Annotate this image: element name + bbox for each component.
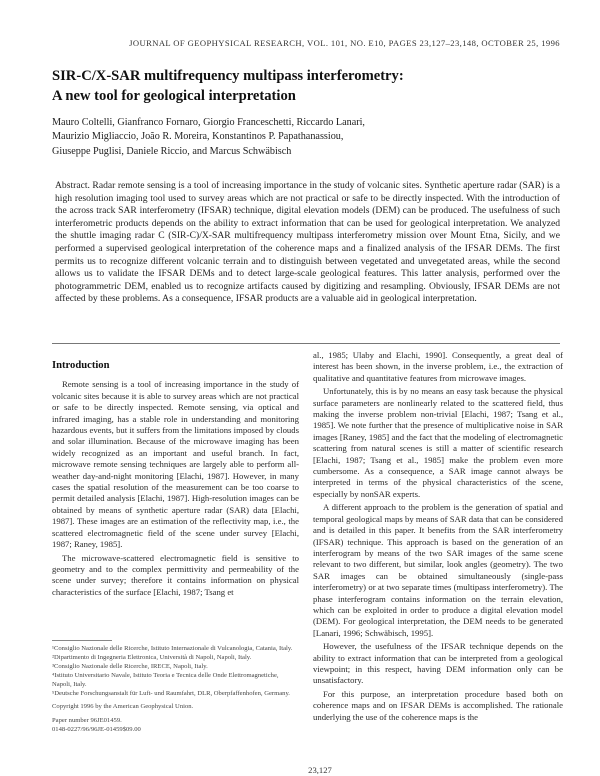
introduction-heading: Introduction — [52, 360, 110, 371]
body-paragraph: A different approach to the problem is the generation of spatial and temporal geological maps by means of SAR data that can be considered and is detailed in this paper. It benefits from the SAR interferometry (IFSAR) technique. This approach is based on the generation of an interferogram by means of the two SAR images of the same scene relevant to two different, but similar, look angles (geometry). The two SAR images can be obtained simultaneously (single-pass interferometry) or at two separate times (multipass interferometry). The phase interferogram contains information on the terrain elevation, which can be exploited in order to produce a digital elevation model (DEM). For geological interpretation, the DEM needs to be generated [Lanari, 1996; Schwäbisch, 1995]. — [313, 502, 563, 638]
copyright-notice: Copyright 1996 by the American Geophysical Union. — [52, 703, 194, 711]
footnote: ³Consiglio Nazionale delle Ricerche, IRECE, Napoli, Italy. — [52, 662, 208, 670]
author-line: Maurizio Migliaccio, João R. Moreira, Konstantinos P. Papathanassiou, — [52, 131, 344, 143]
issn-code: 0148-0227/96/96JE-01459$09.00 — [52, 726, 141, 734]
section-divider — [52, 343, 560, 344]
running-head: JOURNAL OF GEOPHYSICAL RESEARCH, VOL. 101, NO. E10, PAGES 23,127–23,148, OCTOBER 25, 1996 — [129, 38, 560, 48]
author-list — [52, 116, 522, 159]
author-line: Giuseppe Puglisi, Daniele Riccio, and Marcus Schwäbisch — [52, 145, 292, 157]
footnote: ⁵Deutsche Forschungsanstalt für Luft- und Raumfahrt, DLR, Oberpfaffenhofen, Germany. — [52, 689, 290, 697]
footnote: ²Dipartimento di Ingegneria Elettronica, Università di Napoli, Napoli, Italy. — [52, 653, 252, 661]
footnotes — [52, 640, 299, 735]
author-line: Mauro Coltelli, Gianfranco Fornaro, Giorgio Franceschetti, Riccardo Lanari, — [52, 117, 365, 128]
footnote: ⁴Istituto Universitario Navale, Istituto Teoria e Tecnica delle Onde Elettromagnetiche, Napoli, Italy. — [52, 671, 279, 688]
body-paragraph: Unfortunately, this is by no means an easy task because the physical surface parameters are nonlinearly related to the scattered field, thus making the inverse problem non-trivial [Elachi, 1987; Tsang et al., 1985]. We note further that the presence of multiplicative noise in SAR images [Raney, 1985] and the fact that the modeling of electromagnetic scattering from natural scenes is still a matter of scientific research [Elachi, 1987; Tsang et al., 1985] make the problem even more cumbersome. As a consequence, a SAR image cannot always be interpreted in terms of the physical characteristics of the scene, especially by nonSAR experts. — [313, 386, 563, 499]
abstract — [55, 180, 560, 306]
body-paragraph: However, the usefulness of the IFSAR technique depends on the ability to extract information that can be interpreted from a geological viewpoint; in this respect, having DEM information only can be unsatisfactory. — [313, 641, 563, 686]
left-column — [52, 360, 299, 600]
body-paragraph: al., 1985; Ulaby and Elachi, 1990]. Consequently, a great deal of interest has been shown, in the inverse problem, i.e., the extraction of qualitative and quantitative features from microwave images. — [313, 350, 563, 383]
abstract-label: Abstract. — [55, 180, 90, 191]
body-paragraph: Remote sensing is a tool of increasing importance in the study of volcanic sites because it is able to survey areas which are not practical or safe to be directly inspected. Remote sensing, via optical and infrared imaging, has a stable role in understanding and monitoring hazardous events, but it suffers from the limitations imposed by clouds and solar illumination. Because of the microwave imaging has been widely recognized as an important and useful branch. In fact, microwave remote sensing techniques are largely able to perform all-weather day-and-night monitoring [Elachi, 1987]. However, in many cases the spatial resolution of the measurement can be too coarse to permit detailed analysis [Elachi, 1987]. High-resolution images can be obtained by means of synthetic aperture radar (SAR) data [Elachi, 1987]. These images are an estimation of the reflectivity map, i.e., the scattered electromagnetic field of the scene under survey [Elachi, 1987; Raney, 1985]. — [52, 379, 299, 550]
paper-number: Paper number 96JE01459. — [52, 717, 122, 725]
abstract-text: Radar remote sensing is a tool of increasing importance in the study of volcanic sites. Synthetic aperture radar (SAR) is a high resolution imaging tool used to survey areas which are not practical or safe to be directly inspected. With the introduction of the across track SAR interferometry (IFSAR) technique, digital elevation models (DEM) can be produced. The usefulness of such interferometric products depends on the ability to extract information that can be used for geological interpretation. We analyzed the shuttle imaging radar C (SIR-C)/X-SAR multifrequency multipass interferometry mission over Mount Etna, Sicily, and we performed a supervised geological interpretation of the coherence maps and a finalized analysis of the IFSAR DEMs. The first permits us to recognize different volcanic terrain and to distinguish between vegetated and unvegetated areas, while the second allows us to validate the IFSAR DEMs and to detect large-scale geological features. This latter analysis, performed over the photogrammetric DEM, enabled us to recognize artifacts caused by digitizing and resampling. Obviously, IFSAR DEMs are not affected by these problems. As a consequence, IFSAR products are a valuable aid in geological interpretation. — [55, 180, 560, 305]
footnote: ¹Consiglio Nazionale delle Ricerche, Istituto Internazionale di Vulcanologia, Catania, Italy. — [52, 645, 293, 652]
title-line: SIR-C/X-SAR multifrequency multipass interferometry: — [52, 68, 404, 84]
paper-title — [52, 66, 522, 106]
page-number: 23,127 — [308, 765, 332, 775]
right-column — [313, 350, 563, 725]
body-paragraph: The microwave-scattered electromagnetic field is sensitive to geometry and to the complex permittivity and permeability of the scene under survey; therefore it contains information on physical characteristics of the surface [Elachi, 1987; Tsang et — [52, 552, 299, 597]
body-paragraph: For this purpose, an interpretation procedure based both on coherence maps and on IFSAR DEMs is accomplished. The rationale underlying the use of the coherence maps is the — [313, 688, 563, 722]
title-line: A new tool for geological interpretation — [52, 88, 296, 104]
footnote-rule — [52, 640, 112, 641]
